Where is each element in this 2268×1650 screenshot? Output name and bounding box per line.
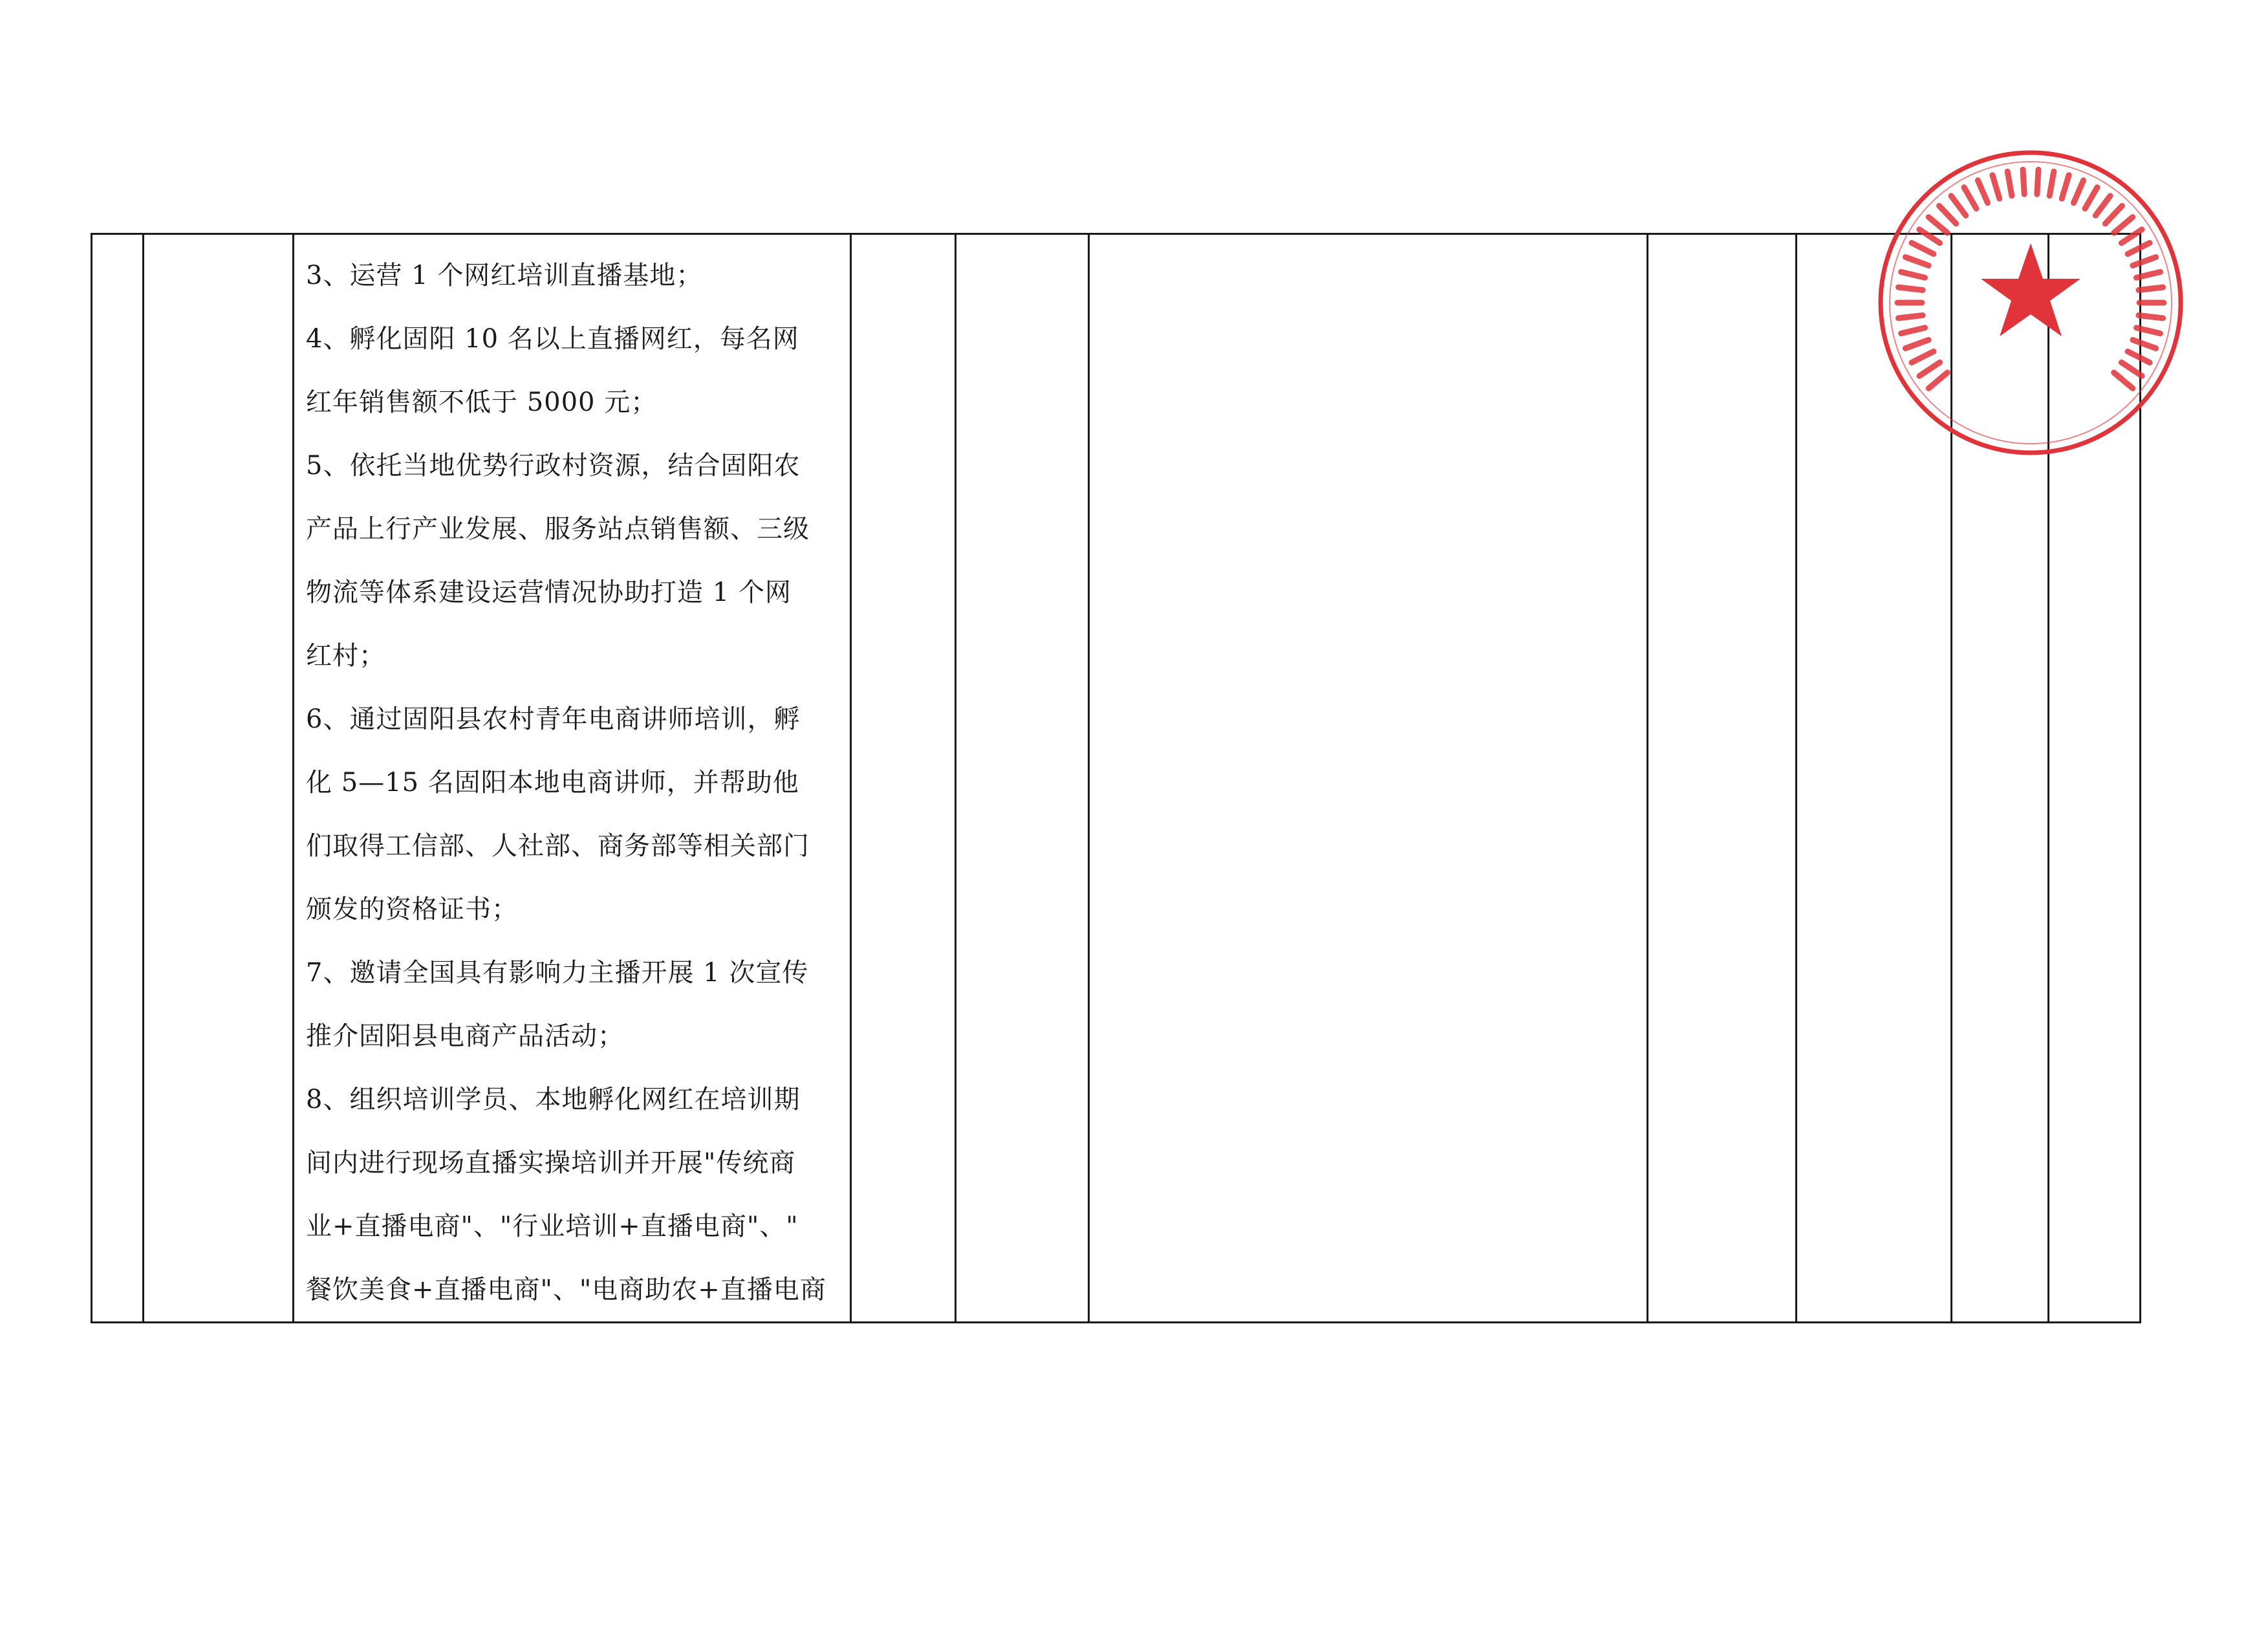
content-line: 3、运营 1 个网红培训直播基地；	[306, 261, 703, 290]
content-line: 8、组织培训学员、本地孵化网红在培训期	[306, 1085, 801, 1114]
seal-glyph-mark	[2137, 272, 2161, 278]
seal-glyph-mark	[1919, 230, 1940, 243]
content-line: 化 5—15 名固阳本地电商讲师，并帮助他	[306, 768, 799, 798]
seal-glyph-mark	[2105, 206, 2122, 224]
seal-glyph-mark	[2007, 171, 2012, 196]
seal-glyph-mark	[2114, 373, 2133, 388]
official-seal	[1874, 146, 2187, 459]
seal-glyph-mark	[2121, 362, 2142, 376]
seal-glyph-mark	[1898, 316, 1923, 318]
content-line: 红年销售额不低于 5000 元；	[306, 387, 658, 417]
seal-glyph-mark	[1905, 340, 1928, 349]
seal-glyph-mark	[1912, 351, 1934, 362]
table-row	[92, 234, 2141, 1323]
seal-glyph-mark	[2137, 328, 2161, 334]
table-cell-empty	[1648, 234, 1797, 1323]
seal-glyph-mark	[1919, 362, 1940, 376]
seal-glyph-mark	[1993, 175, 2000, 199]
content-line: 餐饮美食+直播电商"、"电商助农+直播电商	[306, 1275, 826, 1305]
seal-glyph-mark	[2062, 175, 2069, 199]
seal-glyph-mark	[2133, 257, 2156, 266]
content-line: 4、孵化固阳 10 名以上直播网红，每名网	[306, 324, 799, 354]
seal-glyph-mark	[2037, 169, 2038, 194]
seal-glyph-mark	[1898, 287, 1923, 290]
content-line: 们取得工信部、人社部、商务部等相关部门	[306, 831, 810, 861]
content-line: 间内进行现场直播实操培训并开展"传统商	[306, 1148, 796, 1178]
table-cell-index	[92, 234, 144, 1323]
table-cell-empty	[1089, 234, 1648, 1323]
content-line: 7、邀请全国具有影响力主播开展 1 次宣传	[306, 958, 809, 988]
table-cell-empty	[956, 234, 1089, 1323]
seal-glyph-mark	[2139, 316, 2163, 318]
content-line: 颁发的资格证书；	[306, 895, 518, 924]
seal-glyph-mark	[1905, 257, 1928, 266]
seal-glyph-mark	[2128, 243, 2150, 254]
seal-glyph-mark	[2128, 351, 2150, 362]
star-icon	[1981, 243, 2080, 336]
seal-glyph-mark	[2085, 188, 2097, 209]
content-line: 产品上行产业发展、服务站点销售额、三级	[306, 514, 810, 544]
seal-glyph-mark	[2074, 180, 2084, 203]
seal-glyph-mark	[1901, 272, 1925, 278]
seal-glyph-mark	[2139, 287, 2163, 290]
seal-glyph-mark	[2095, 196, 2110, 215]
table-cell-content	[294, 234, 851, 1323]
seal-glyph-mark	[2049, 171, 2054, 196]
table-cell-empty	[851, 234, 956, 1323]
seal-glyph-mark	[1951, 196, 1966, 215]
table-cell-name	[144, 234, 294, 1323]
seal-glyph-mark	[1978, 180, 1987, 203]
content-line: 业+直播电商"、"行业培训+直播电商"、"	[306, 1211, 799, 1241]
seal-glyph-mark	[2133, 340, 2156, 349]
seal-glyph-mark	[1928, 373, 1947, 388]
seal-glyph-mark	[1912, 243, 1934, 254]
seal-glyph-mark	[1901, 328, 1925, 334]
content-line: 5、依托当地优势行政村资源，结合固阳农	[306, 451, 801, 481]
seal-glyph-mark	[2121, 230, 2142, 243]
content-line: 6、通过固阳县农村青年电商讲师培训，孵	[306, 704, 801, 734]
seal-glyph-mark	[1939, 206, 1956, 224]
content-line: 红村；	[306, 641, 385, 671]
data-table	[91, 233, 2141, 1323]
seal-glyph-mark	[1964, 188, 1976, 209]
seal-glyph-mark	[1928, 217, 1947, 233]
seal-glyph-mark	[2023, 169, 2024, 194]
content-line: 物流等体系建设运营情况协助打造 1 个网	[306, 578, 792, 607]
seal-glyph-mark	[2114, 217, 2133, 233]
content-line: 推介固阳县电商产品活动；	[306, 1021, 624, 1051]
